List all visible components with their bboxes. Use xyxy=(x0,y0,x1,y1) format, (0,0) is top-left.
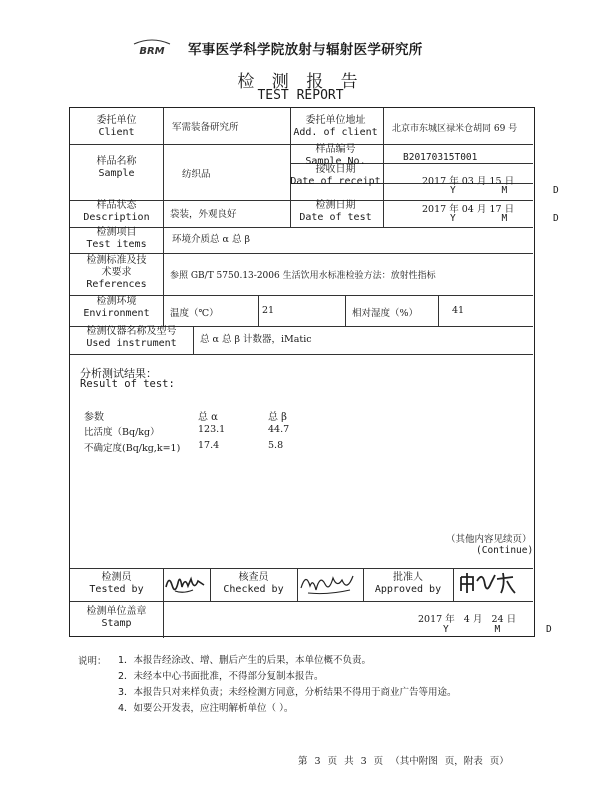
references-label: 检测标准及技 术要求 References xyxy=(86,255,147,290)
results-heading-cn: 分析测试结果： xyxy=(80,367,157,380)
svg-text:BRM: BRM xyxy=(139,46,165,57)
note-item: 1．本报告经涂改、增、删后产生的后果，本单位概不负责。 xyxy=(118,655,372,666)
approved-by-label: 批准人 Approved by xyxy=(374,572,442,595)
client-value: 军需装备研究所 xyxy=(172,122,239,133)
stamp-label: 检测单位盖章 Stamp xyxy=(86,606,147,629)
test-date-ymd: Y M D xyxy=(450,213,559,224)
test-items-label: 检测项目 Test items xyxy=(86,227,147,250)
results-row-beta: 44.7 xyxy=(268,424,290,435)
results-row-label: 不确定度(Bq/kg,k=1) xyxy=(84,443,181,454)
sample-status-value: 袋装，外观良好 xyxy=(170,209,237,220)
test-date-value: 2017 年 04 月 17 日 xyxy=(422,204,515,215)
stamp-date-ymd: Y M D xyxy=(443,624,552,635)
receipt-date-label: 接收日期 Date of receipt xyxy=(290,164,381,187)
results-row-label: 比活度（Bq/kg） xyxy=(84,427,160,438)
continued-cn: （其他内容见续页） xyxy=(446,534,532,545)
client-address-label: 委托单位地址 Add. of client xyxy=(293,115,378,138)
note-item: 3．本报告只对来样负责；未经检测方同意，分析结果不得用于商业广告等用途。 xyxy=(118,687,457,698)
page-footer: 第 3 页 共 3 页 （其中附图 页，附表 页） xyxy=(298,756,509,767)
tested-by-signature xyxy=(163,569,207,597)
results-heading-en: Result of test: xyxy=(80,378,175,390)
temperature-label: 温度（℃） xyxy=(170,308,219,319)
sample-no-value: B20170315T001 xyxy=(403,152,478,163)
sample-label: 样品名称 Sample xyxy=(96,156,137,179)
instrument-label: 检测仪器名称及型号 Used instrument xyxy=(86,326,177,349)
note-item: 4．如要公开发表，应注明解析单位（ ）。 xyxy=(118,703,294,714)
sample-no-label: 样品编号 Sample No. xyxy=(305,144,366,167)
tested-by-label: 检测员 Tested by xyxy=(89,572,144,595)
environment-label: 检测环境 Environment xyxy=(83,296,150,319)
test-items-value: 环境介质总 α 总 β xyxy=(172,234,250,245)
receipt-date-value: 2017 年 03 月 15 日 xyxy=(422,176,515,187)
note-item: 2．未经本中心书面批准，不得部分复制本报告。 xyxy=(118,671,324,682)
client-address-value: 北京市东城区禄米仓胡同 69 号 xyxy=(392,124,518,134)
results-row-beta: 5.8 xyxy=(268,440,284,451)
report-title-en: TEST REPORT xyxy=(257,88,344,103)
notes-title: 说明： xyxy=(78,656,107,667)
approved-by-signature xyxy=(457,567,519,599)
instrument-value: 总 α 总 β 计数器，iMatic xyxy=(200,334,312,345)
test-date-label: 检测日期 Date of test xyxy=(299,200,372,223)
notes-list xyxy=(118,653,457,717)
brm-logo xyxy=(132,38,172,58)
continued-en: (Continue) xyxy=(476,545,534,556)
results-col-alpha: 总 α xyxy=(198,412,218,423)
client-label: 委托单位 Client xyxy=(96,115,137,138)
checked-by-label: 核查员 Checked by xyxy=(223,572,284,595)
results-col-beta: 总 β xyxy=(268,412,287,423)
sample-value: 纺织品 xyxy=(182,169,211,180)
institute-name: 军事医学科学院放射与辐射医学研究所 xyxy=(188,42,423,58)
sample-status-label: 样品状态 Description xyxy=(83,200,150,223)
report-title-cn: 检 测 报 告 xyxy=(237,72,364,92)
stamp-date-value: 2017 年 4 月 24 日 xyxy=(418,614,517,625)
results-row-alpha: 123.1 xyxy=(198,424,226,435)
receipt-date-ymd: Y M D xyxy=(450,185,559,196)
humidity-label: 相对湿度（%） xyxy=(352,308,419,319)
results-col-param: 参数 xyxy=(84,412,104,423)
results-row-alpha: 17.4 xyxy=(198,440,220,451)
temperature-value: 21 xyxy=(262,305,275,316)
checked-by-signature xyxy=(298,568,360,598)
humidity-value: 41 xyxy=(452,305,465,316)
references-value: 参照 GB/T 5750.13-2006 生活饮用水标准检验方法：放射性指标 xyxy=(170,271,436,281)
